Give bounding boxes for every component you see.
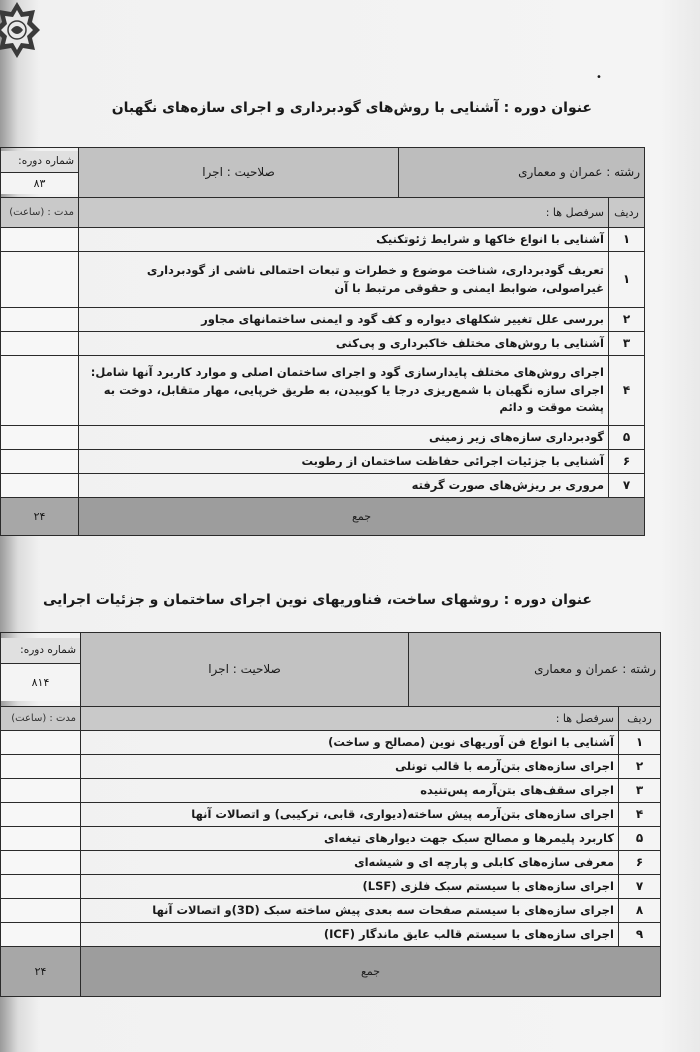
- topics-header: سرفصل ها :: [81, 707, 619, 731]
- duration-cell: [1, 731, 81, 755]
- duration-cell: [1, 899, 81, 923]
- duration-cell: [1, 875, 81, 899]
- course-number-label: شماره دوره:: [1, 638, 80, 663]
- duration-cell: [1, 450, 79, 474]
- total-label: جمع: [79, 498, 645, 536]
- row-number: ۱: [609, 252, 645, 308]
- duration-cell: [1, 332, 79, 356]
- scan-speck: •: [596, 72, 602, 83]
- row-number: ۲: [609, 308, 645, 332]
- duration-cell: [1, 474, 79, 498]
- competency-label: صلاحیت : اجرا: [79, 148, 399, 198]
- duration-cell: [1, 803, 81, 827]
- course-number-cell: [1, 148, 79, 198]
- row-number: ۹: [619, 923, 661, 947]
- topic-text: آشنایی با روش‌های مختلف خاکبرداری و پی‌کنی: [79, 332, 609, 356]
- row-number: ۶: [619, 851, 661, 875]
- topic-text: اجرای سازه‌های با سیستم قالب عایق ماندگار (ICF): [81, 923, 619, 947]
- duration-cell: [1, 779, 81, 803]
- row-number: ۷: [619, 875, 661, 899]
- topic-text: معرفی سازه‌های کابلی و پارچه ای و شیشه‌ای: [81, 851, 619, 875]
- topic-text: تعریف گودبرداری، شناخت موضوع و خطرات و تبعات احتمالی ناشی از گودبرداری غیراصولی، ضوابط ایمنی و حقوقی مرتبط با آن: [79, 252, 609, 308]
- total-label: جمع: [81, 947, 661, 997]
- course-table: [0, 147, 645, 536]
- duration-cell: [1, 228, 79, 252]
- duration-header: مدت : (ساعت): [1, 198, 79, 228]
- topic-text: بررسی علل تغییر شکلهای دیواره و کف گود و ایمنی ساختمانهای مجاور: [79, 308, 609, 332]
- row-number: ۸: [619, 899, 661, 923]
- course-number-label: شماره دوره:: [1, 151, 78, 172]
- row-number: ۱: [609, 228, 645, 252]
- topic-text: مروری بر ریزش‌های صورت گرفته: [79, 474, 609, 498]
- row-number: ۲: [619, 755, 661, 779]
- topic-text: اجرای سازه‌های بتن‌آرمه با قالب تونلی: [81, 755, 619, 779]
- row-number: ۳: [619, 779, 661, 803]
- topic-text: اجرای سقف‌های بتن‌آرمه پس‌تنیده: [81, 779, 619, 803]
- row-number: ۴: [619, 803, 661, 827]
- row-number: ۵: [619, 827, 661, 851]
- topic-text: کاربرد پلیمرها و مصالح سبک جهت دیوارهای تیغه‌ای: [81, 827, 619, 851]
- topic-text: اجرای سازه‌های با سیستم سبک فلزی (LSF): [81, 875, 619, 899]
- course-title: عنوان دوره : آشنایی با روش‌های گودبرداری و اجرای سازه‌های نگهبان: [111, 100, 592, 116]
- course-title: عنوان دوره : روشهای ساخت، فناوریهای نوین اجرای ساختمان و جزئیات اجرایی: [43, 592, 592, 608]
- duration-cell: [1, 426, 79, 450]
- course-number-cell: [1, 633, 81, 707]
- duration-cell: [1, 851, 81, 875]
- topic-text: آشنایی با جزئیات اجرائی حفاظت ساختمان از رطوبت: [79, 450, 609, 474]
- row-number: ۴: [609, 356, 645, 426]
- duration-cell: [1, 827, 81, 851]
- course-table: [0, 632, 661, 997]
- topics-header: سرفصل ها :: [79, 198, 609, 228]
- total-hours: ۲۴: [1, 947, 81, 997]
- competency-label: صلاحیت : اجرا: [81, 633, 409, 707]
- topic-text: اجرای روش‌های مختلف پایدارسازی گود و اجرای ساختمان اصلی و موارد کاربرد آنها شامل: اجرای سازه نگهبان با شمع‌ریزی درجا یا کوبیدن، به طریق خرپایی، مهار متقابل، دوخت به پشت موقت و دائم: [79, 356, 609, 426]
- row-number: ۶: [609, 450, 645, 474]
- total-hours: ۲۴: [1, 498, 79, 536]
- topic-text: آشنایی با انواع فن آوریهای نوین (مصالح و ساخت): [81, 731, 619, 755]
- radif-header: ردیف: [609, 198, 645, 228]
- course-number: ۸۳: [1, 173, 78, 194]
- course-number: ۸۱۴: [1, 664, 80, 701]
- row-number: ۷: [609, 474, 645, 498]
- duration-cell: [1, 308, 79, 332]
- field-label: رشته : عمران و معماری: [409, 633, 661, 707]
- topic-text: آشنایی با انواع خاکها و شرایط ژئوتکنیک: [79, 228, 609, 252]
- duration-header: مدت : (ساعت): [1, 707, 81, 731]
- duration-cell: [1, 252, 79, 308]
- topic-text: اجرای سازه‌های با سیستم صفحات سه بعدی پیش ساخته سبک (3D)و اتصالات آنها: [81, 899, 619, 923]
- topic-text: اجرای سازه‌های بتن‌آرمه پیش ساخته(دیواری، قابی، ترکیبی) و اتصالات آنها: [81, 803, 619, 827]
- topic-text: گودبرداری سازه‌های زیر زمینی: [79, 426, 609, 450]
- row-number: ۵: [609, 426, 645, 450]
- logo-emblem-icon: [0, 0, 40, 70]
- duration-cell: [1, 755, 81, 779]
- radif-header: ردیف: [619, 707, 661, 731]
- row-number: ۳: [609, 332, 645, 356]
- field-label: رشته : عمران و معماری: [399, 148, 645, 198]
- row-number: ۱: [619, 731, 661, 755]
- duration-cell: [1, 356, 79, 426]
- duration-cell: [1, 923, 81, 947]
